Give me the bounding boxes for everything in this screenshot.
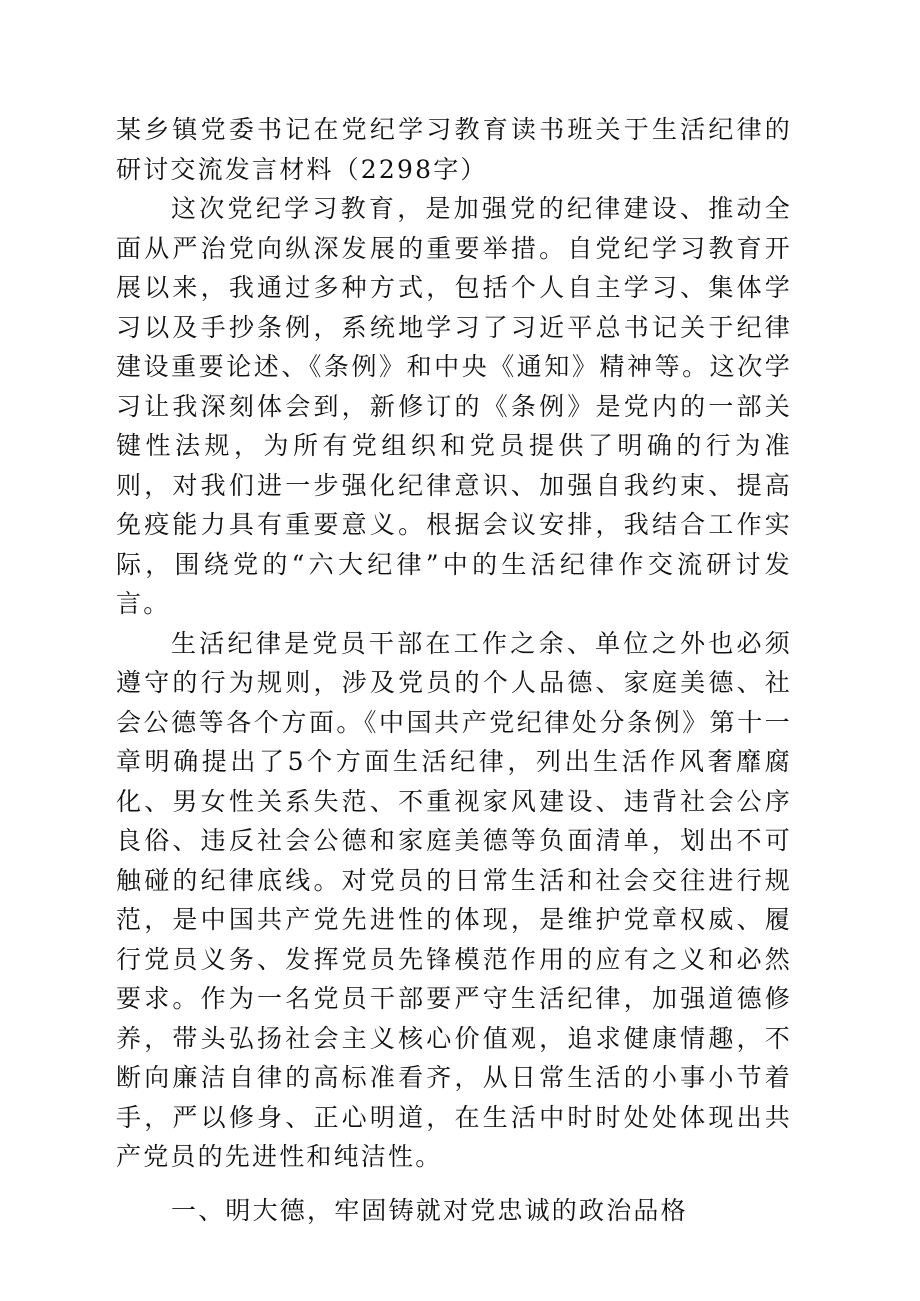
section-heading: 一、明大德，牢固铸就对党忠诚的政治品格: [171, 1195, 688, 1225]
paragraph-intro: 这次党纪学习教育，是加强党的纪律建设、推动全面从严治党向纵深发展的重要举措。自党纪学习教育开展以来，我通过多种方式，包括个人自主学习、集体学习以及手抄条例，系统地学习了习近平总书记关于纪律建设重要论述、《条例》和中央《通知》精神等。这次学习让我深刻体会到，新修订的《条例》是党内的一部关键性法规，为所有党组织和党员提供了明确的行为准则，对我们进一步强化纪律意识、加强自我约束、提高免疫能力具有重要意义。根据会议安排，我结合工作实际，围绕党的“六大纪律”中的生活纪律作交流研讨发言。: [116, 194, 792, 618]
paragraph-life-discipline: 生活纪律是党员干部在工作之余、单位之外也必须遵守的行为规则，涉及党员的个人品德、家庭美德、社会公德等各个方面。《中国共产党纪律处分条例》第十一章明确提出了5个方面生活纪律，列出生活作风奢靡腐化、男女性关系失范、不重视家风建设、违背社会公序良俗、违反社会公德和家庭美德等负面清单，划出不可触碰的纪律底线。对党员的日常生活和社会交往进行规范，是中国共产党先进性的体现，是维护党章权威、履行党员义务、发挥党员先锋模范作用的应有之义和必然要求。作为一名党员干部要严守生活纪律，加强道德修养，带头弘扬社会主义核心价值观，追求健康情趣，不断向廉洁自律的高标准看齐，从日常生活的小事小节着手，严以修身、正心明道，在生活中时时处处体现出共产党员的先进性和纯洁性。: [116, 628, 792, 1171]
document-title: 某乡镇党委书记在党纪学习教育读书班关于生活纪律的研讨交流发言材料（2298字）: [116, 115, 792, 184]
document-body: [116, 110, 792, 1230]
